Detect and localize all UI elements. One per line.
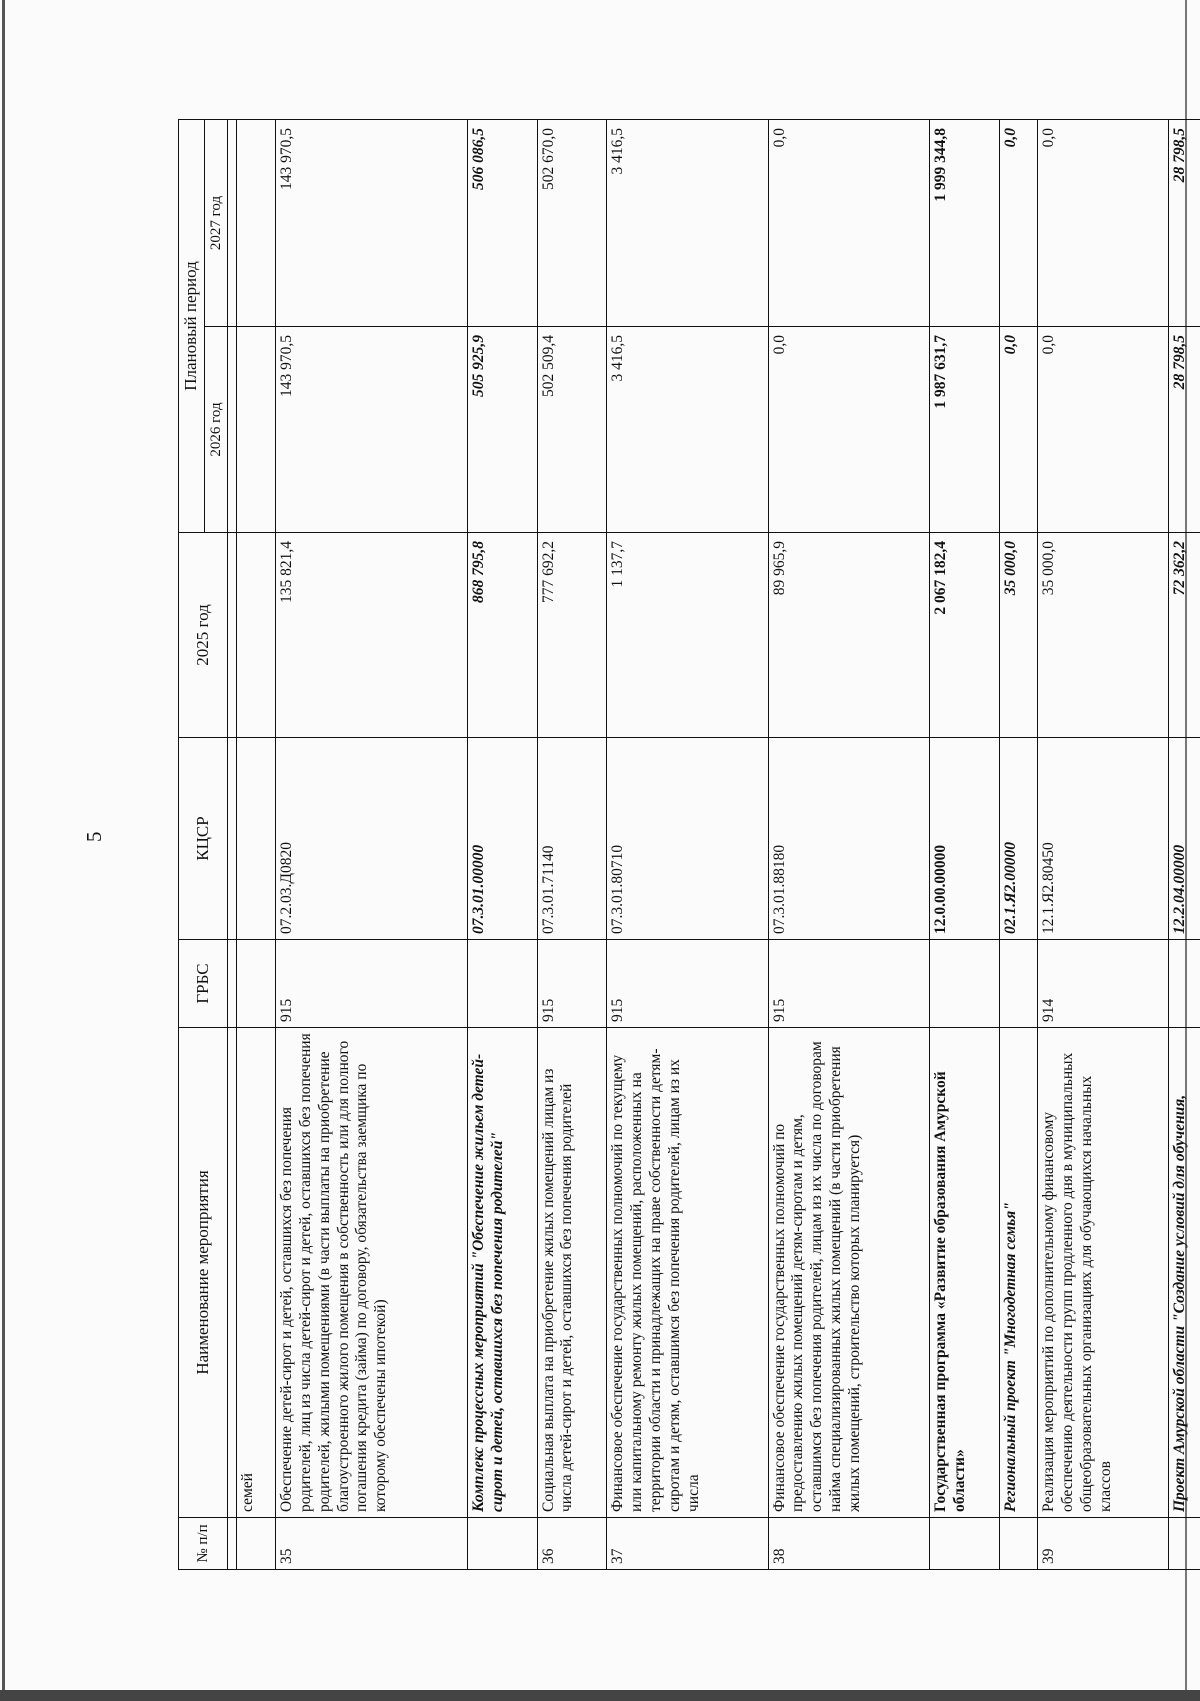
cell-y2026: 0,0 (1038, 327, 1169, 533)
cell-y2026: 3 416,5 (606, 327, 768, 533)
cell-grbs: 915 (606, 940, 768, 1028)
cell-kcsr: 12.2.04.00000 (1169, 738, 1200, 940)
cell-no: 39 (1038, 1518, 1169, 1570)
cell-name: Финансовое обеспечение государственных полномочий по предоставлению жилых помещений детям-сиротам и детям, оставшимся без попечения родителей, лицам из их числа по договорам найма специализированных жилых помещений (в части приобретения жилых помещений, строительство которых планируется) (768, 1028, 930, 1518)
table-body (237, 119, 1200, 1569)
header-2027: 2027 год (204, 119, 227, 326)
cell-no (1169, 1518, 1200, 1570)
cell-kcsr: 07.3.01.80710 (606, 738, 768, 940)
scan-edge-bottom (0, 1690, 1200, 1701)
cell-y2026 (237, 327, 276, 533)
cell-y2027 (237, 119, 276, 326)
cell-name: Реализация мероприятий по дополнительному финансовому обеспечению деятельности групп продленного дня в муниципальных общеобразовательных организациях для обучающихся начальных классов (1038, 1028, 1169, 1518)
header-2025: 2025 год (179, 533, 228, 738)
cell-y2027: 143 970,5 (275, 119, 467, 326)
cell-grbs: 914 (1038, 940, 1169, 1028)
cell-grbs (999, 940, 1038, 1028)
cell-y2026: 1 987 631,7 (930, 327, 999, 533)
cell-y2025: 89 965,9 (768, 533, 930, 738)
cell-no (999, 1518, 1038, 1570)
cell-grbs: 915 (275, 940, 467, 1028)
cell-no: 35 (275, 1518, 467, 1570)
table-row (237, 119, 276, 1569)
page-number: 5 (82, 831, 106, 842)
cell-no (930, 1518, 999, 1570)
header-kcsr: КЦСР (179, 738, 228, 940)
cell-kcsr: 02.1.Я2.00000 (999, 738, 1038, 940)
cell-grbs: 915 (537, 940, 606, 1028)
cell-y2026: 505 925,9 (468, 327, 537, 533)
table-row (468, 119, 537, 1569)
cell-y2025: 1 137,7 (606, 533, 768, 738)
cell-no (237, 1518, 276, 1570)
header-no: № п/п (179, 1518, 228, 1570)
cell-name: Финансовое обеспечение государственных полномочий по текущему или капитальному ремонту жилых помещений, расположенных на территории области и принадлежащих на праве собственности детям-сиротам и детям, оставшимся без попечения родителей, лицам из их числа (606, 1028, 768, 1518)
table-row (930, 119, 999, 1569)
cell-y2025: 135 821,4 (275, 533, 467, 738)
cell-y2026: 143 970,5 (275, 327, 467, 533)
cell-y2027: 0,0 (999, 119, 1038, 326)
cell-kcsr: 07.3.01.00000 (468, 738, 537, 940)
header-name: Наименование мероприятия (179, 1028, 228, 1518)
cell-y2025: 35 000,0 (1038, 533, 1169, 738)
table-row (537, 119, 606, 1569)
cell-name: Проект Амурской области "Создание условий для обучения, (1169, 1028, 1200, 1518)
cell-y2025: 868 795,8 (468, 533, 537, 738)
table-row (999, 119, 1038, 1569)
cell-y2025: 2 067 182,4 (930, 533, 999, 738)
cell-name: Комплекс процессных мероприятий "Обеспечение жильем детей-сирот и детей, оставшихся без попечения родителей" (468, 1028, 537, 1518)
cell-y2026: 0,0 (768, 327, 930, 533)
table-row (1038, 119, 1169, 1569)
cell-no: 37 (606, 1518, 768, 1570)
budget-table (178, 119, 1200, 1570)
cell-no: 36 (537, 1518, 606, 1570)
cell-y2025: 777 692,2 (537, 533, 606, 738)
cell-no: 38 (768, 1518, 930, 1570)
table-row (768, 119, 930, 1569)
cell-y2025: 72 362,2 (1169, 533, 1200, 738)
cell-y2027: 506 086,5 (468, 119, 537, 326)
cell-kcsr: 12.1.Я2.80450 (1038, 738, 1169, 940)
table-row (275, 119, 467, 1569)
cell-y2026: 0,0 (999, 327, 1038, 533)
cell-y2026: 28 798,5 (1169, 327, 1200, 533)
cell-grbs (237, 940, 276, 1028)
scan-edge-left (2, 0, 5, 1701)
header-2026: 2026 год (204, 327, 227, 533)
cell-y2025 (237, 533, 276, 738)
cell-kcsr: 07.2.03.Д0820 (275, 738, 467, 940)
cell-y2027: 3 416,5 (606, 119, 768, 326)
table-row (1169, 119, 1200, 1569)
cell-y2026: 502 509,4 (537, 327, 606, 533)
cell-name: семей (237, 1028, 276, 1518)
cell-y2027: 0,0 (1038, 119, 1169, 326)
header-grbs: ГРБС (179, 940, 228, 1028)
cell-grbs (468, 940, 537, 1028)
cell-no (468, 1518, 537, 1570)
cell-y2027: 502 670,0 (537, 119, 606, 326)
rotated-table-wrapper (178, 120, 1200, 1570)
cell-name: Социальная выплата на приобретение жилых помещений лицам из числа детей-сирот и детей, оставшихся без попечения родителей (537, 1028, 606, 1518)
cell-name: Обеспечение детей-сирот и детей, оставшихся без попечения родителей, лиц из числа детей-сирот и детей, оставшихся без попечения родителей, жилыми помещениями (в части выплаты на приобретение благоустроенного жилого помещения в собственность или для полного погашения кредита (займа) по договору, обязательства заемщика по которому обеспечены ипотекой) (275, 1028, 467, 1518)
header-plan-period: Плановый период (179, 119, 205, 532)
cell-kcsr: 12.0.00.00000 (930, 738, 999, 940)
cell-grbs (930, 940, 999, 1028)
cell-name: Государственная программа «Развитие образования Амурской области» (930, 1028, 999, 1518)
table-row (606, 119, 768, 1569)
cell-y2027: 0,0 (768, 119, 930, 326)
cell-kcsr (237, 738, 276, 940)
cell-kcsr: 07.3.01.88180 (768, 738, 930, 940)
cell-grbs: 915 (768, 940, 930, 1028)
cell-kcsr: 07.3.01.71140 (537, 738, 606, 940)
cell-y2027: 28 798,5 (1169, 119, 1200, 326)
cell-grbs (1169, 940, 1200, 1028)
cell-y2025: 35 000,0 (999, 533, 1038, 738)
cell-y2027: 1 999 344,8 (930, 119, 999, 326)
cell-name: Региональный проект "Многодетная семья" (999, 1028, 1038, 1518)
